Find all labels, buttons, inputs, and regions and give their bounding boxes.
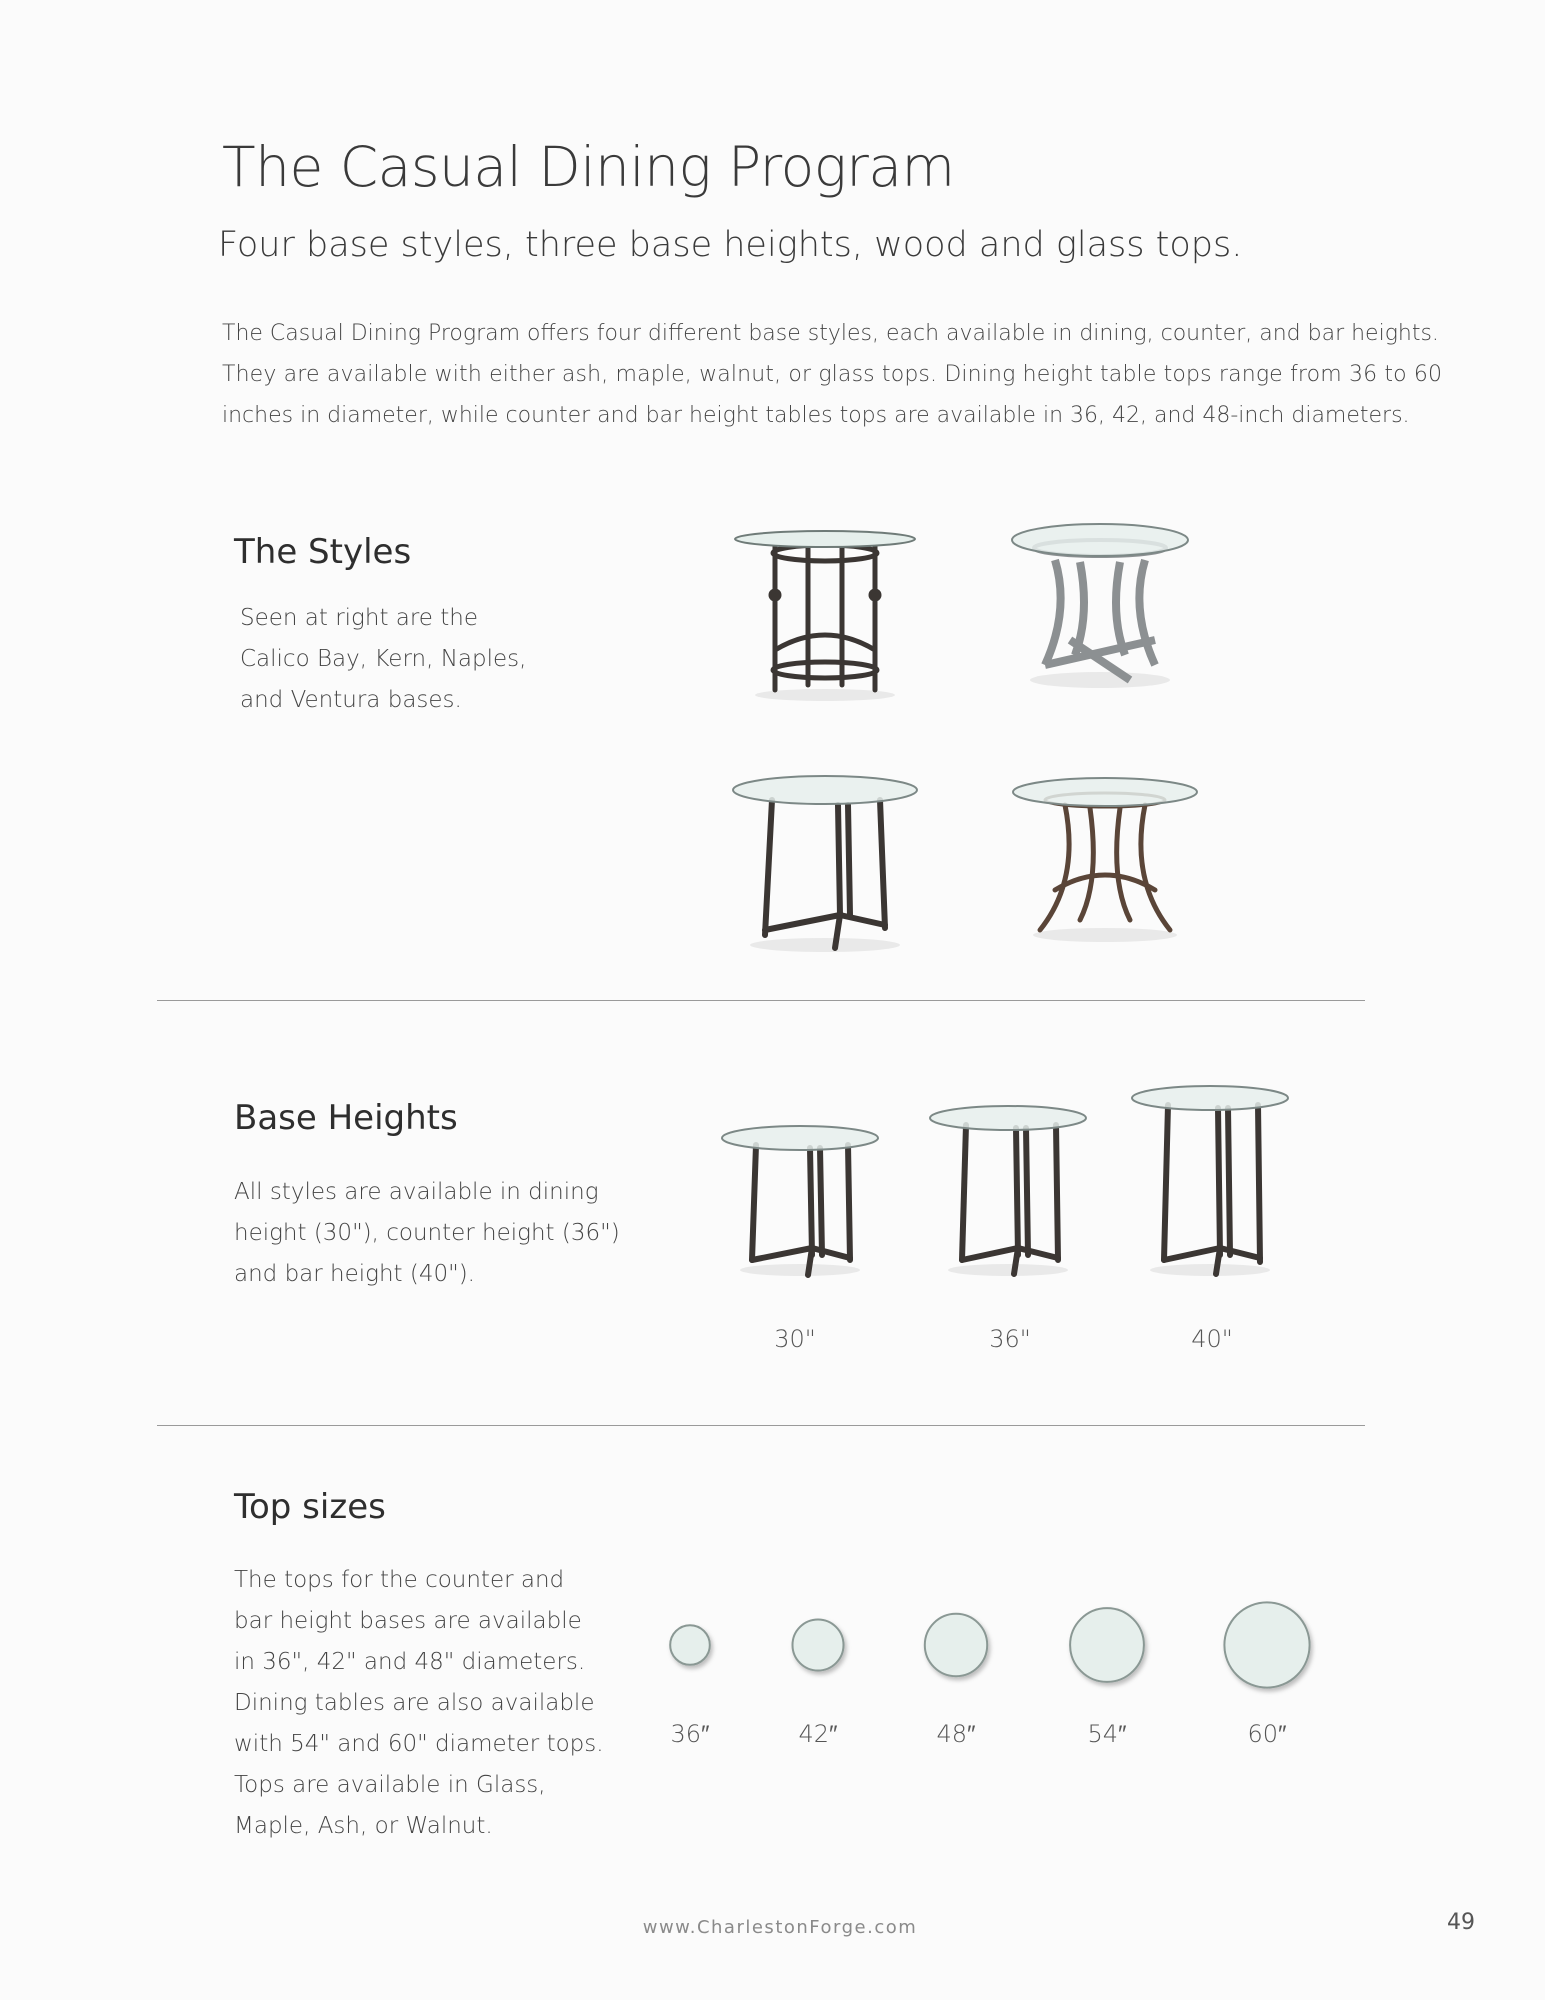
top-sizes-graphic <box>620 1560 1360 1740</box>
intro-line: The Casual Dining Program offers four different base styles, each available in dining, counter, and bar heights. <box>222 321 1439 346</box>
height-label-30: 30" <box>774 1325 816 1353</box>
tops-line: in 36", 42" and 48" diameters. <box>234 1649 586 1675</box>
table-30in-image <box>720 1120 880 1280</box>
intro-paragraph <box>222 313 1443 436</box>
page-subtitle: Four base styles, three base heights, wood and glass tops. <box>218 225 1243 265</box>
top-size-circle <box>793 1620 844 1671</box>
naples-table-image <box>730 770 920 960</box>
footer-website: www.CharlestonForge.com <box>642 1917 918 1938</box>
top-size-circle <box>1224 1602 1309 1687</box>
heights-description <box>234 1172 620 1295</box>
tops-line: Maple, Ash, or Walnut. <box>234 1813 493 1839</box>
heights-heading: Base Heights <box>234 1098 458 1138</box>
height-label-36: 36" <box>989 1325 1031 1353</box>
kern-table-image <box>1010 520 1190 700</box>
intro-line: They are available with either ash, maple, walnut, or glass tops. Dining height table tops range from 36 to 60 <box>222 362 1443 387</box>
top-size-label-48: 48″ <box>936 1720 976 1748</box>
heights-line: height (30"), counter height (36") <box>234 1220 620 1246</box>
top-size-label-60: 60″ <box>1247 1720 1287 1748</box>
tops-heading: Top sizes <box>234 1487 386 1527</box>
styles-line: and Ventura bases. <box>240 687 462 713</box>
intro-line: inches in diameter, while counter and bar height tables tops are available in 36, 42, and 48-inch diameters. <box>222 403 1410 428</box>
heights-line: All styles are available in dining <box>234 1179 599 1205</box>
calico-bay-table-image <box>730 525 920 705</box>
styles-line: Seen at right are the <box>240 605 479 631</box>
tops-line: bar height bases are available <box>234 1608 582 1634</box>
styles-heading: The Styles <box>234 532 412 572</box>
top-size-circle <box>670 1625 710 1665</box>
top-size-circle <box>925 1614 987 1676</box>
top-size-label-42: 42″ <box>798 1720 838 1748</box>
ventura-table-image <box>1010 770 1200 960</box>
styles-line: Calico Bay, Kern, Naples, <box>240 646 527 672</box>
section-divider <box>157 1425 1365 1426</box>
table-40in-image <box>1130 1080 1290 1280</box>
tops-line: with 54" and 60" diameter tops. <box>234 1731 604 1757</box>
tops-description <box>234 1560 604 1847</box>
styles-description <box>240 598 526 721</box>
tops-line: The tops for the counter and <box>234 1567 565 1593</box>
page-title: The Casual Dining Program <box>222 135 955 199</box>
top-size-circle <box>1070 1608 1144 1682</box>
tops-line: Tops are available in Glass, <box>234 1772 546 1798</box>
height-label-40: 40" <box>1191 1325 1233 1353</box>
tops-line: Dining tables are also available <box>234 1690 595 1716</box>
top-size-label-36: 36″ <box>670 1720 710 1748</box>
table-36in-image <box>928 1100 1088 1280</box>
heights-line: and bar height (40"). <box>234 1261 475 1287</box>
top-size-label-54: 54″ <box>1087 1720 1127 1748</box>
section-divider <box>157 1000 1365 1001</box>
page-number: 49 <box>1447 1910 1475 1935</box>
